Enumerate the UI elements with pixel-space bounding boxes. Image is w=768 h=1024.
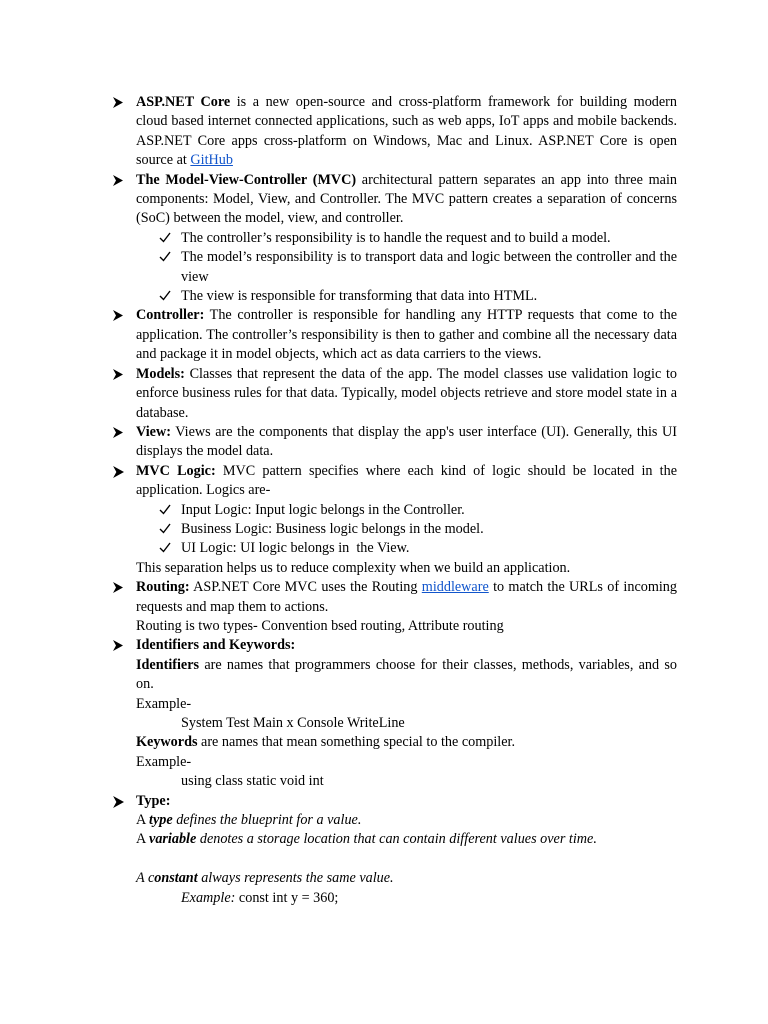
middleware-link[interactable]: middleware: [421, 579, 489, 596]
checkmark-icon: [159, 287, 173, 306]
arrowhead-bullet-icon: [112, 462, 126, 481]
checkmark-icon: [159, 501, 173, 520]
term-mvc-logic: MVC Logic:: [136, 462, 216, 479]
heading-identifiers-keywords: Identifiers and Keywords:: [136, 637, 296, 654]
check-item: UI Logic: UI logic belongs in the View.: [136, 539, 677, 558]
term-routing: Routing:: [136, 579, 190, 596]
constant-definition: A constant always represents the same value.: [136, 870, 394, 887]
routing-types: Routing is two types- Convention bsed routing, Attribute routing: [136, 617, 504, 634]
variable-definition: A variable denotes a storage location that can contain different values over time.: [136, 831, 597, 848]
bullet-identifiers-keywords: [136, 636, 677, 655]
bullet-aspnet-core: ASP.NET Core is a new open-source and cross-platform framework for building modern cloud based internet connected applications, such as web apps, IoT apps and mobile backends. ASP.NET Core apps cross-platform on Windows, Mac and Linux. ASP.NET Core is open source at GitHub: [136, 93, 677, 171]
keywords-example: using class static void int: [181, 773, 324, 790]
bullet-view: View: Views are the components that display the app's user interface (UI). Generally, this UI displays the model data.: [136, 423, 677, 462]
check-item: Input Logic: Input logic belongs in the Controller.: [136, 501, 677, 520]
term-aspnet-core: ASP.NET Core: [136, 94, 231, 110]
arrowhead-bullet-icon: [112, 306, 126, 325]
keywords-example-label: Example-: [136, 753, 192, 770]
identifiers-example-label: Example-: [136, 695, 192, 712]
document-content: [136, 93, 677, 908]
check-item: The model’s responsibility is to transport data and logic between the controller and the view: [136, 248, 677, 287]
term-mvc: The Model-View-Controller (MVC): [136, 171, 357, 188]
check-item: The controller’s responsibility is to handle the request and to build a model.: [136, 229, 677, 248]
arrowhead-bullet-icon: [112, 578, 126, 597]
identifiers-definition: Identifiers are names that programmers choose for their classes, methods, variables, and so on.: [136, 656, 677, 693]
separation-note: This separation helps us to reduce complexity when we build an application.: [136, 559, 571, 576]
term-models: Models:: [136, 365, 185, 382]
constant-example: Example: const int y = 360;: [181, 889, 339, 906]
arrowhead-bullet-icon: [112, 365, 126, 384]
checkmark-icon: [159, 248, 173, 267]
heading-type: Type:: [136, 792, 171, 809]
keywords-definition: Keywords are names that mean something special to the compiler.: [136, 734, 516, 751]
term-controller: Controller:: [136, 307, 205, 324]
arrowhead-bullet-icon: [112, 423, 126, 442]
type-definition: A type defines the blueprint for a value.: [136, 812, 362, 829]
bullet-mvc: The Model-View-Controller (MVC) architectural pattern separates an app into three main components: Model, View, and Controller. The MVC pattern creates a separation of concerns (SoC) between the model, view, and controller.: [136, 171, 677, 229]
arrowhead-bullet-icon: [112, 93, 126, 112]
arrowhead-bullet-icon: [112, 792, 126, 811]
check-item: The view is responsible for transforming that data into HTML.: [136, 287, 677, 306]
term-view: View:: [136, 423, 171, 440]
bullet-routing: Routing: ASP.NET Core MVC uses the Routing middleware to match the URLs of incoming requests and map them to actions.: [136, 578, 677, 617]
blank-line: [136, 850, 677, 869]
bullet-mvc-logic: MVC Logic: MVC pattern specifies where each kind of logic should be located in the application. Logics are-: [136, 462, 677, 501]
bullet-type: [136, 792, 677, 811]
checkmark-icon: [159, 539, 173, 558]
github-link[interactable]: GitHub: [190, 152, 233, 169]
checkmark-icon: [159, 229, 173, 248]
checkmark-icon: [159, 520, 173, 539]
check-item: Business Logic: Business logic belongs in the model.: [136, 520, 677, 539]
identifiers-example: System Test Main x Console WriteLine: [181, 715, 405, 731]
arrowhead-bullet-icon: [112, 171, 126, 190]
bullet-models: Models: Classes that represent the data of the app. The model classes use validation logic to enforce business rules for that data. Typically, model objects retrieve and store model state in a database.: [136, 365, 677, 423]
arrowhead-bullet-icon: [112, 636, 126, 655]
bullet-controller: Controller: The controller is responsible for handling any HTTP requests that come to the application. The controller’s responsibility is then to gather and combine all the necessary data and package it in model objects, which act as data carriers to the views.: [136, 306, 677, 364]
